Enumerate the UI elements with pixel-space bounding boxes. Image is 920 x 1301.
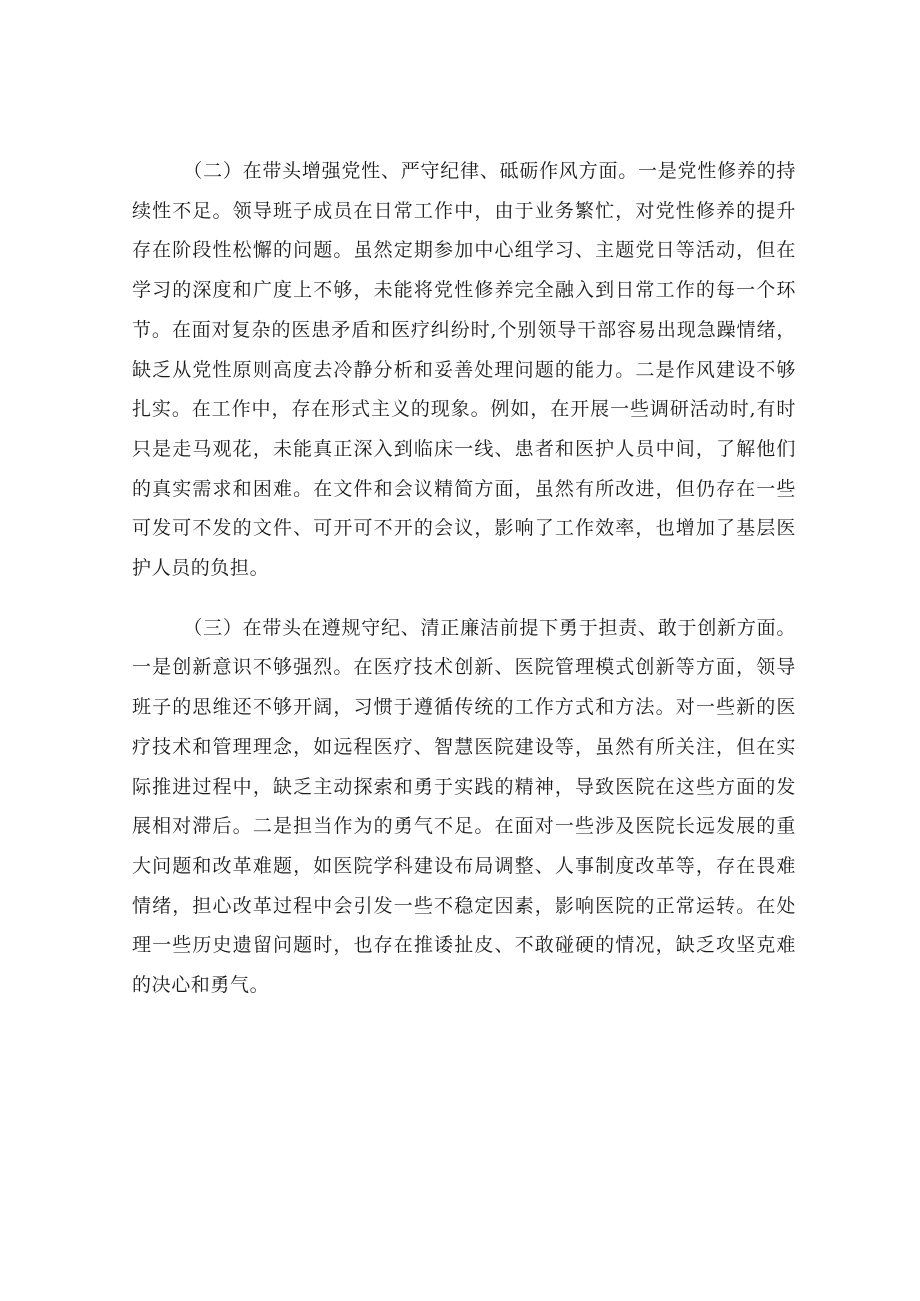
paragraph-section-three: （三）在带头在遵规守纪、清正廉洁前提下勇于担责、敢于创新方面。一是创新意识不够强烈。在医疗技术创新、医院管理模式创新等方面，领导班子的思维还不够开阔，习惯于遵循传统的工作方式和方法。对一些新的医疗技术和管理理念，如远程医疗、智慧医院建设等，虽然有所关注，但在实际推进过程中，缺乏主动探索和勇于实践的精神，导致医院在这些方面的发展相对滞后。二是担当作为的勇气不足。在面对一些涉及医院长远发展的重大问题和改革难题，如医院学科建设布局调整、人事制度改革等，存在畏难情绪，担心改革过程中会引发一些不稳定因素，影响医院的正常运转。在处理一些历史遗留问题时，也存在推诿扯皮、不敢碰硬的情况，缺乏攻坚克难的决心和勇气。: [132, 616, 796, 997]
document-body: [132, 152, 796, 1006]
paragraph-section-two: （二）在带头增强党性、严守纪律、砥砺作风方面。一是党性修养的持续性不足。领导班子成员在日常工作中，由于业务繁忙，对党性修养的提升存在阶段性松懈的问题。虽然定期参加中心组学习、主题党日等活动，但在学习的深度和广度上不够，未能将党性修养完全融入到日常工作的每一个环节。在面对复杂的医患矛盾和医疗纠纷时,个别领导干部容易出现急躁情绪，缺乏从党性原则高度去冷静分析和妥善处理问题的能力。二是作风建设不够扎实。在工作中，存在形式主义的现象。例如，在开展一些调研活动时,有时只是走马观花，未能真正深入到临床一线、患者和医护人员中间，了解他们的真实需求和困难。在文件和会议精简方面，虽然有所改进，但仍存在一些可发可不发的文件、可开可不开的会议，影响了工作效率，也增加了基层医护人员的负担。: [132, 160, 796, 580]
